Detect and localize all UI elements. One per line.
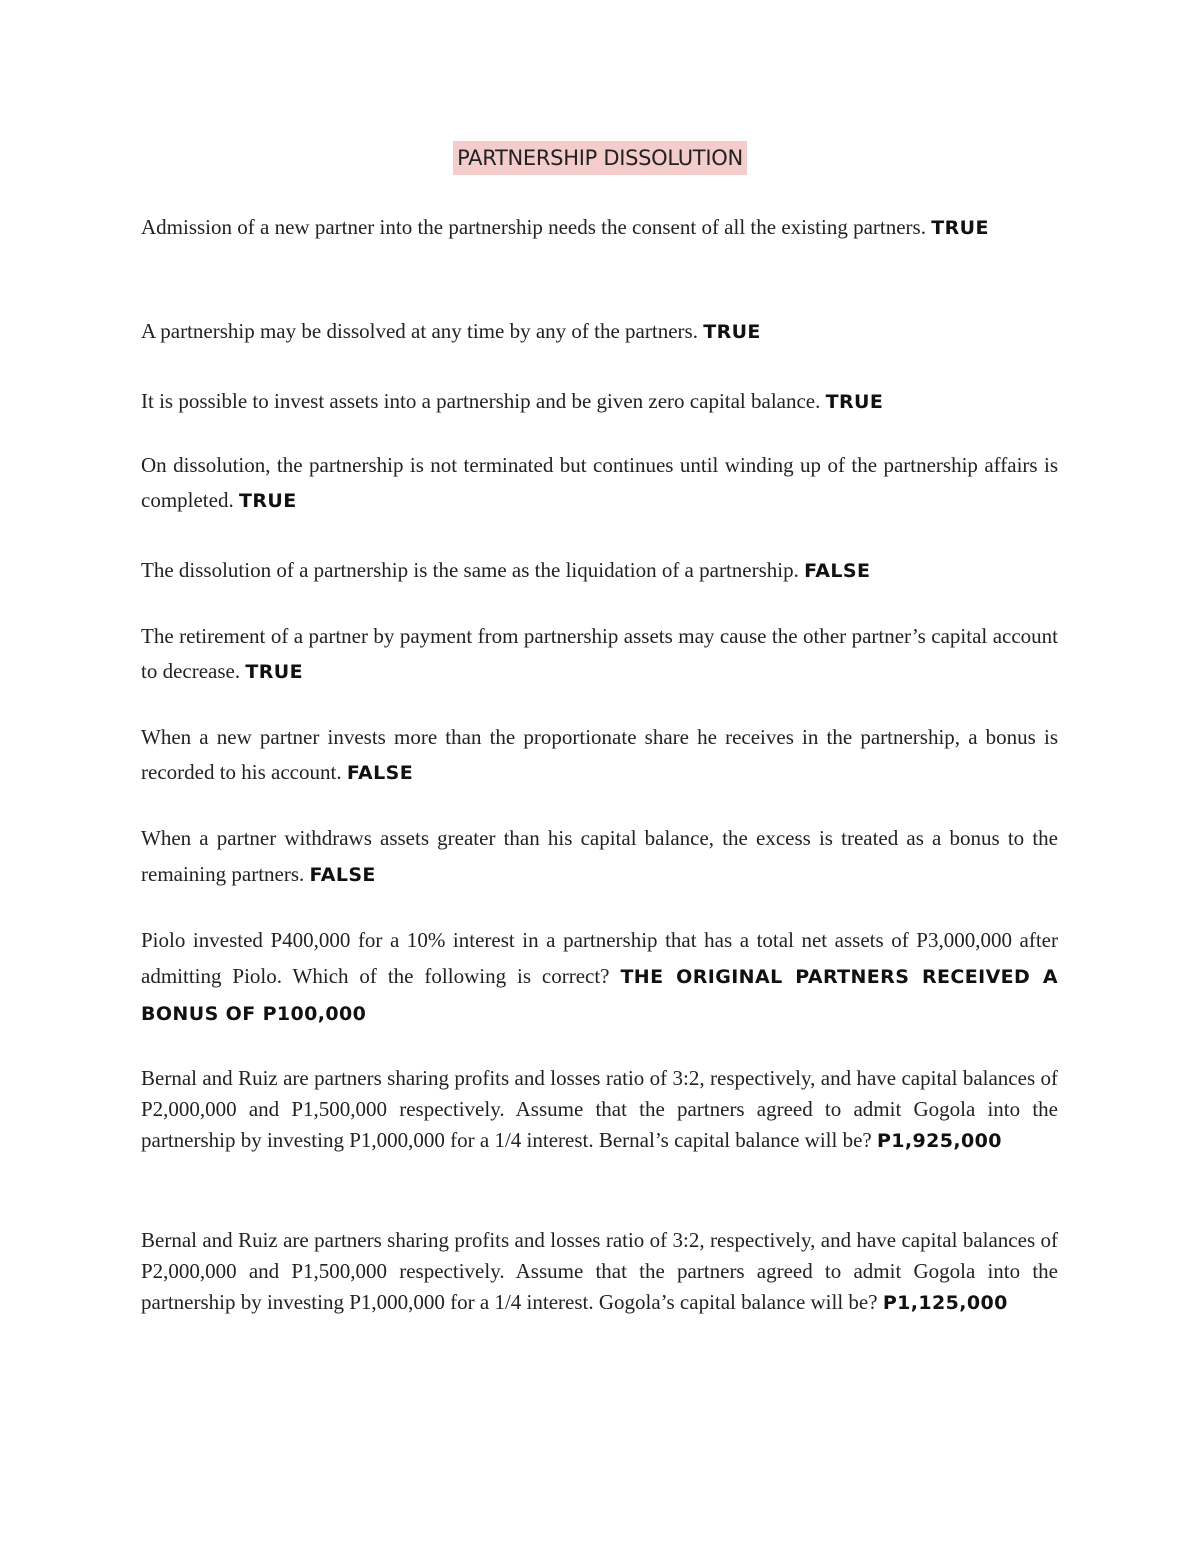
qa-item-2 — [141, 314, 1058, 349]
qa-item-11 — [141, 1225, 1058, 1319]
answer-text: TRUE — [238, 490, 297, 512]
document-title: PARTNERSHIP DISSOLUTION — [453, 141, 747, 175]
answer-text: THE ORIGINAL PARTNERS RECEIVED A BONUS OF P100,000 — [141, 966, 1059, 1025]
qa-item-6 — [141, 619, 1058, 690]
question-text: Piolo invested P400,000 for a 10% interest in a partnership that has a total net assets of P3,000,000 after admitting Piolo. Which of the following is correct? — [141, 928, 1058, 988]
question-text: The retirement of a partner by payment from partnership assets may cause the other partner’s capital account to decrease. — [141, 624, 1058, 683]
qa-item-10 — [141, 1063, 1058, 1157]
question-text: When a new partner invests more than the proportionate share he receives in the partnership, a bonus is recorded to his account. — [141, 725, 1058, 784]
question-text: On dissolution, the partnership is not terminated but continues until winding up of the partnership affairs is completed. — [141, 453, 1058, 512]
qa-item-3 — [141, 384, 1058, 419]
answer-text: TRUE — [703, 321, 761, 343]
question-text: Admission of a new partner into the partnership needs the consent of all the existing partners. — [141, 215, 926, 239]
answer-text: TRUE — [245, 661, 303, 683]
answer-text: P1,925,000 — [876, 1130, 1002, 1152]
qa-item-1 — [141, 210, 1058, 245]
question-text: Bernal and Ruiz are partners sharing profits and losses ratio of 3:2, respectively, and have capital balances of P2,000,000 and P1,500,000 respectively. Assume that the partners agreed to admit Gogola into the partnership by investing P1,000,000 for a 1/4 interest. Bernal’s capital balance will be? — [141, 1066, 1058, 1152]
qa-item-8 — [141, 820, 1058, 893]
question-text: The dissolution of a partnership is the same as the liquidation of a partnership. — [141, 558, 799, 582]
title-container — [0, 141, 1200, 175]
answer-text: TRUE — [825, 391, 884, 413]
answer-text: FALSE — [804, 560, 871, 582]
question-text: Bernal and Ruiz are partners sharing profits and losses ratio of 3:2, respectively, and have capital balances of P2,000,000 and P1,500,000 respectively. Assume that the partners agreed to admit Gogola into the partnership by investing P1,000,000 for a 1/4 interest. Gogola’s capital balance will be? — [141, 1228, 1058, 1314]
answer-text: P1,125,000 — [882, 1292, 1008, 1314]
qa-item-7 — [141, 720, 1058, 791]
qa-item-9 — [141, 922, 1058, 1032]
qa-item-5 — [141, 553, 1058, 588]
question-text: A partnership may be dissolved at any time by any of the partners. — [141, 319, 698, 343]
qa-item-4 — [141, 448, 1058, 519]
answer-text: TRUE — [931, 217, 989, 239]
question-text: When a partner withdraws assets greater than his capital balance, the excess is treated as a bonus to the remaining partners. — [141, 826, 1058, 886]
answer-text: FALSE — [309, 864, 376, 886]
question-text: It is possible to invest assets into a partnership and be given zero capital balance. — [141, 389, 821, 413]
answer-text: FALSE — [346, 762, 414, 784]
